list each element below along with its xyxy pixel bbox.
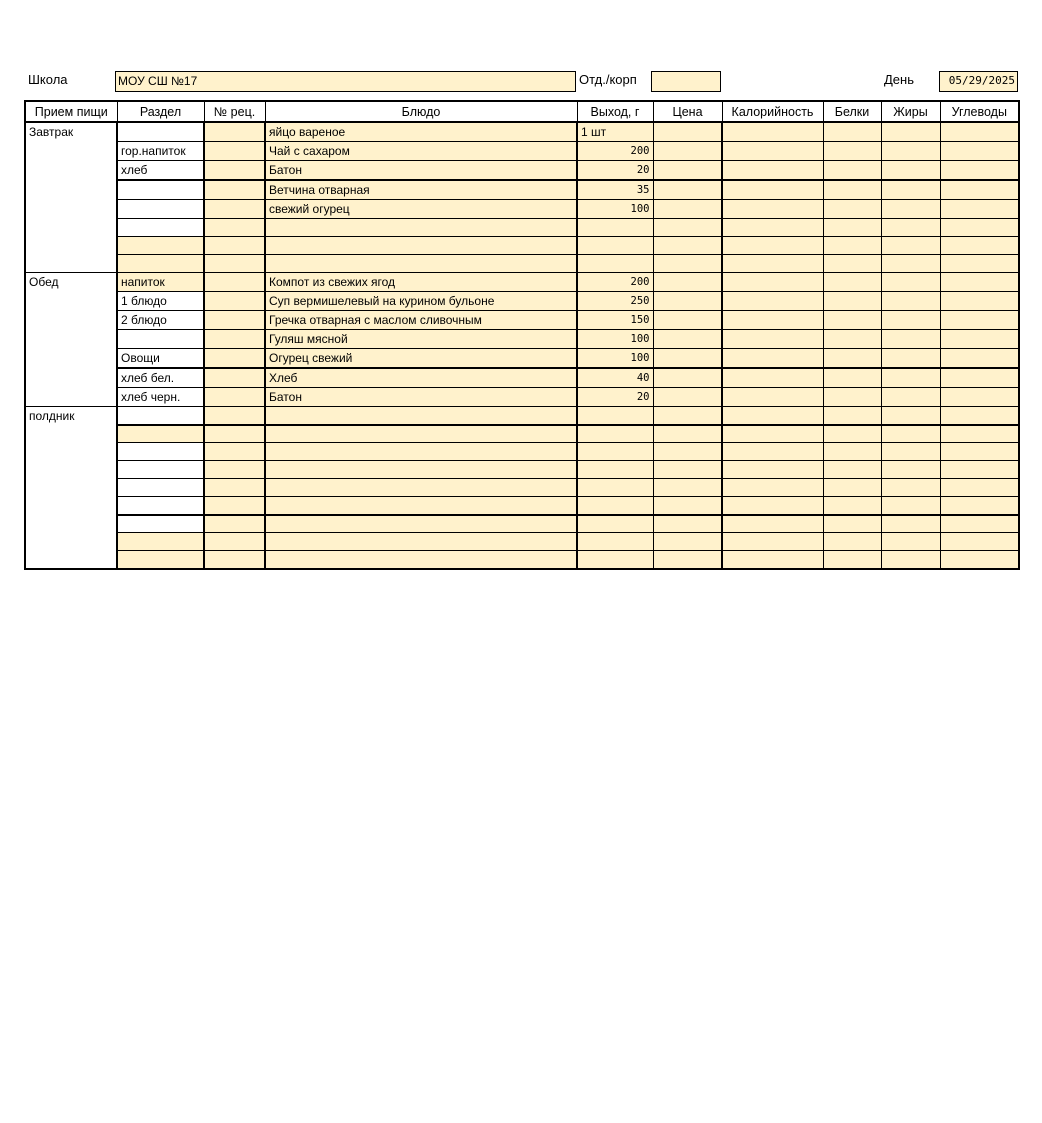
col-header-meal: Прием пищи xyxy=(25,101,117,122)
yield-cell[interactable]: 20 xyxy=(577,161,653,181)
protein-cell[interactable] xyxy=(823,122,881,142)
table-row xyxy=(25,461,1019,479)
yield-cell[interactable]: 1 шт xyxy=(577,122,653,142)
table-row xyxy=(25,425,1019,443)
yield-cell[interactable] xyxy=(577,407,653,425)
dish-cell[interactable] xyxy=(265,461,577,479)
calories-cell[interactable] xyxy=(722,551,823,569)
fat-cell[interactable] xyxy=(881,180,940,200)
carbs-cell[interactable] xyxy=(940,180,1019,200)
col-header-carbs: Углеводы xyxy=(940,101,1019,122)
recipe-cell[interactable] xyxy=(204,349,265,369)
dish-cell[interactable] xyxy=(265,443,577,461)
carbs-cell[interactable] xyxy=(940,311,1019,330)
calories-cell[interactable] xyxy=(722,200,823,219)
meal-name: Завтрак xyxy=(25,122,117,273)
price-cell[interactable] xyxy=(653,219,722,237)
recipe-cell[interactable] xyxy=(204,443,265,461)
section-cell[interactable] xyxy=(117,330,204,349)
price-cell[interactable] xyxy=(653,479,722,497)
dept-field[interactable] xyxy=(651,71,721,92)
calories-cell[interactable] xyxy=(722,349,823,369)
table-row xyxy=(25,180,1019,200)
table-row xyxy=(25,273,1019,292)
table-row xyxy=(25,551,1019,569)
protein-cell[interactable] xyxy=(823,237,881,255)
dish-cell[interactable]: Компот из свежих ягод xyxy=(265,273,577,292)
recipe-cell[interactable] xyxy=(204,533,265,551)
carbs-cell[interactable] xyxy=(940,443,1019,461)
yield-cell[interactable] xyxy=(577,461,653,479)
school-label: Школа xyxy=(28,72,68,87)
recipe-cell[interactable] xyxy=(204,330,265,349)
protein-cell[interactable] xyxy=(823,515,881,533)
price-cell[interactable] xyxy=(653,273,722,292)
price-cell[interactable] xyxy=(653,311,722,330)
table-row xyxy=(25,330,1019,349)
protein-cell[interactable] xyxy=(823,200,881,219)
yield-cell[interactable] xyxy=(577,479,653,497)
carbs-cell[interactable] xyxy=(940,142,1019,161)
yield-cell[interactable] xyxy=(577,219,653,237)
col-header-section: Раздел xyxy=(117,101,204,122)
section-cell[interactable]: напиток xyxy=(117,273,204,292)
calories-cell[interactable] xyxy=(722,219,823,237)
carbs-cell[interactable] xyxy=(940,533,1019,551)
price-cell[interactable] xyxy=(653,533,722,551)
carbs-cell[interactable] xyxy=(940,349,1019,369)
section-cell[interactable] xyxy=(117,497,204,515)
table-row xyxy=(25,407,1019,425)
table-row xyxy=(25,255,1019,273)
fat-cell[interactable] xyxy=(881,349,940,369)
price-cell[interactable] xyxy=(653,292,722,311)
protein-cell[interactable] xyxy=(823,497,881,515)
yield-cell[interactable]: 250 xyxy=(577,292,653,311)
section-cell[interactable] xyxy=(117,255,204,273)
fat-cell[interactable] xyxy=(881,388,940,407)
dept-label: Отд./корп xyxy=(579,72,637,87)
price-cell[interactable] xyxy=(653,180,722,200)
dish-cell[interactable] xyxy=(265,237,577,255)
protein-cell[interactable] xyxy=(823,551,881,569)
section-cell[interactable] xyxy=(117,237,204,255)
col-header-yield: Выход, г xyxy=(577,101,653,122)
calories-cell[interactable] xyxy=(722,142,823,161)
fat-cell[interactable] xyxy=(881,497,940,515)
meal-name: полдник xyxy=(25,407,117,569)
recipe-cell[interactable] xyxy=(204,479,265,497)
section-cell[interactable] xyxy=(117,407,204,425)
protein-cell[interactable] xyxy=(823,142,881,161)
dish-cell[interactable] xyxy=(265,497,577,515)
col-header-fat: Жиры xyxy=(881,101,940,122)
yield-cell[interactable]: 200 xyxy=(577,273,653,292)
recipe-cell[interactable] xyxy=(204,497,265,515)
recipe-cell[interactable] xyxy=(204,200,265,219)
calories-cell[interactable] xyxy=(722,292,823,311)
recipe-cell[interactable] xyxy=(204,551,265,569)
recipe-cell[interactable] xyxy=(204,122,265,142)
fat-cell[interactable] xyxy=(881,219,940,237)
section-cell[interactable] xyxy=(117,551,204,569)
calories-cell[interactable] xyxy=(722,497,823,515)
price-cell[interactable] xyxy=(653,349,722,369)
protein-cell[interactable] xyxy=(823,407,881,425)
protein-cell[interactable] xyxy=(823,219,881,237)
fat-cell[interactable] xyxy=(881,292,940,311)
price-cell[interactable] xyxy=(653,515,722,533)
yield-cell[interactable] xyxy=(577,443,653,461)
dish-cell[interactable]: Батон xyxy=(265,161,577,181)
fat-cell[interactable] xyxy=(881,479,940,497)
fat-cell[interactable] xyxy=(881,551,940,569)
yield-cell[interactable]: 100 xyxy=(577,200,653,219)
menu-table xyxy=(24,100,1020,570)
table-row xyxy=(25,237,1019,255)
carbs-cell[interactable] xyxy=(940,161,1019,181)
calories-cell[interactable] xyxy=(722,237,823,255)
protein-cell[interactable] xyxy=(823,443,881,461)
fat-cell[interactable] xyxy=(881,407,940,425)
recipe-cell[interactable] xyxy=(204,407,265,425)
header-row xyxy=(25,101,1019,122)
school-field[interactable]: МОУ СШ №17 xyxy=(115,71,576,92)
dish-cell[interactable] xyxy=(265,479,577,497)
table-row xyxy=(25,349,1019,369)
calories-cell[interactable] xyxy=(722,255,823,273)
protein-cell[interactable] xyxy=(823,479,881,497)
price-cell[interactable] xyxy=(653,330,722,349)
fat-cell[interactable] xyxy=(881,273,940,292)
dish-cell[interactable]: Ветчина отварная xyxy=(265,180,577,200)
section-cell[interactable] xyxy=(117,479,204,497)
recipe-cell[interactable] xyxy=(204,273,265,292)
dish-cell[interactable] xyxy=(265,551,577,569)
carbs-cell[interactable] xyxy=(940,515,1019,533)
recipe-cell[interactable] xyxy=(204,161,265,181)
table-row xyxy=(25,515,1019,533)
recipe-cell[interactable] xyxy=(204,461,265,479)
carbs-cell[interactable] xyxy=(940,368,1019,388)
fat-cell[interactable] xyxy=(881,122,940,142)
yield-cell[interactable]: 35 xyxy=(577,180,653,200)
price-cell[interactable] xyxy=(653,497,722,515)
yield-cell[interactable] xyxy=(577,255,653,273)
section-cell[interactable]: хлеб черн. xyxy=(117,388,204,407)
section-cell[interactable] xyxy=(117,219,204,237)
price-cell[interactable] xyxy=(653,461,722,479)
protein-cell[interactable] xyxy=(823,461,881,479)
yield-cell[interactable] xyxy=(577,533,653,551)
price-cell[interactable] xyxy=(653,255,722,273)
yield-cell[interactable]: 20 xyxy=(577,388,653,407)
price-cell[interactable] xyxy=(653,443,722,461)
fat-cell[interactable] xyxy=(881,443,940,461)
carbs-cell[interactable] xyxy=(940,388,1019,407)
section-cell[interactable] xyxy=(117,533,204,551)
dish-cell[interactable] xyxy=(265,515,577,533)
protein-cell[interactable] xyxy=(823,161,881,181)
col-header-protein: Белки xyxy=(823,101,881,122)
table-row xyxy=(25,161,1019,181)
section-cell[interactable]: Овощи xyxy=(117,349,204,369)
carbs-cell[interactable] xyxy=(940,219,1019,237)
fat-cell[interactable] xyxy=(881,311,940,330)
recipe-cell[interactable] xyxy=(204,515,265,533)
dish-cell[interactable]: Чай с сахаром xyxy=(265,142,577,161)
protein-cell[interactable] xyxy=(823,273,881,292)
dish-cell[interactable]: Гречка отварная с маслом сливочным xyxy=(265,311,577,330)
protein-cell[interactable] xyxy=(823,349,881,369)
col-header-calories: Калорийность xyxy=(722,101,823,122)
calories-cell[interactable] xyxy=(722,180,823,200)
calories-cell[interactable] xyxy=(722,368,823,388)
calories-cell[interactable] xyxy=(722,461,823,479)
carbs-cell[interactable] xyxy=(940,122,1019,142)
dish-cell[interactable]: яйцо вареное xyxy=(265,122,577,142)
recipe-cell[interactable] xyxy=(204,237,265,255)
price-cell[interactable] xyxy=(653,122,722,142)
dish-cell[interactable]: Батон xyxy=(265,388,577,407)
calories-cell[interactable] xyxy=(722,161,823,181)
section-cell[interactable]: 1 блюдо xyxy=(117,292,204,311)
fat-cell[interactable] xyxy=(881,161,940,181)
protein-cell[interactable] xyxy=(823,255,881,273)
yield-cell[interactable]: 100 xyxy=(577,349,653,369)
table-row xyxy=(25,219,1019,237)
meal-name: Обед xyxy=(25,273,117,407)
table-row xyxy=(25,292,1019,311)
fat-cell[interactable] xyxy=(881,425,940,443)
fat-cell[interactable] xyxy=(881,200,940,219)
table-row xyxy=(25,533,1019,551)
carbs-cell[interactable] xyxy=(940,407,1019,425)
day-field[interactable]: 05/29/2025 xyxy=(939,71,1018,92)
protein-cell[interactable] xyxy=(823,330,881,349)
calories-cell[interactable] xyxy=(722,479,823,497)
recipe-cell[interactable] xyxy=(204,388,265,407)
col-header-price: Цена xyxy=(653,101,722,122)
protein-cell[interactable] xyxy=(823,292,881,311)
calories-cell[interactable] xyxy=(722,407,823,425)
carbs-cell[interactable] xyxy=(940,461,1019,479)
price-cell[interactable] xyxy=(653,200,722,219)
yield-cell[interactable] xyxy=(577,237,653,255)
price-cell[interactable] xyxy=(653,142,722,161)
protein-cell[interactable] xyxy=(823,311,881,330)
section-cell[interactable] xyxy=(117,515,204,533)
recipe-cell[interactable] xyxy=(204,180,265,200)
dish-cell[interactable]: Суп вермишелевый на курином бульоне xyxy=(265,292,577,311)
calories-cell[interactable] xyxy=(722,425,823,443)
dish-cell[interactable] xyxy=(265,255,577,273)
calories-cell[interactable] xyxy=(722,273,823,292)
protein-cell[interactable] xyxy=(823,425,881,443)
price-cell[interactable] xyxy=(653,425,722,443)
fat-cell[interactable] xyxy=(881,255,940,273)
table-row xyxy=(25,368,1019,388)
protein-cell[interactable] xyxy=(823,533,881,551)
calories-cell[interactable] xyxy=(722,122,823,142)
calories-cell[interactable] xyxy=(722,533,823,551)
section-cell[interactable] xyxy=(117,461,204,479)
protein-cell[interactable] xyxy=(823,388,881,407)
fat-cell[interactable] xyxy=(881,368,940,388)
carbs-cell[interactable] xyxy=(940,255,1019,273)
fat-cell[interactable] xyxy=(881,515,940,533)
dish-cell[interactable]: Гуляш мясной xyxy=(265,330,577,349)
fat-cell[interactable] xyxy=(881,237,940,255)
yield-cell[interactable]: 200 xyxy=(577,142,653,161)
recipe-cell[interactable] xyxy=(204,219,265,237)
col-header-dish: Блюдо xyxy=(265,101,577,122)
table-row xyxy=(25,311,1019,330)
carbs-cell[interactable] xyxy=(940,273,1019,292)
col-header-recipe: № рец. xyxy=(204,101,265,122)
section-cell[interactable]: хлеб xyxy=(117,161,204,181)
calories-cell[interactable] xyxy=(722,311,823,330)
section-cell[interactable]: хлеб бел. xyxy=(117,368,204,388)
section-cell[interactable]: 2 блюдо xyxy=(117,311,204,330)
table-row xyxy=(25,200,1019,219)
price-cell[interactable] xyxy=(653,237,722,255)
recipe-cell[interactable] xyxy=(204,311,265,330)
table-row xyxy=(25,479,1019,497)
section-cell[interactable]: гор.напиток xyxy=(117,142,204,161)
yield-cell[interactable] xyxy=(577,515,653,533)
table-row xyxy=(25,388,1019,407)
recipe-cell[interactable] xyxy=(204,142,265,161)
yield-cell[interactable] xyxy=(577,551,653,569)
price-cell[interactable] xyxy=(653,368,722,388)
carbs-cell[interactable] xyxy=(940,479,1019,497)
recipe-cell[interactable] xyxy=(204,255,265,273)
dish-cell[interactable] xyxy=(265,425,577,443)
dish-cell[interactable] xyxy=(265,533,577,551)
section-cell[interactable] xyxy=(117,180,204,200)
fat-cell[interactable] xyxy=(881,533,940,551)
price-cell[interactable] xyxy=(653,407,722,425)
dish-cell[interactable] xyxy=(265,407,577,425)
fat-cell[interactable] xyxy=(881,461,940,479)
carbs-cell[interactable] xyxy=(940,200,1019,219)
dish-cell[interactable]: Огурец свежий xyxy=(265,349,577,369)
protein-cell[interactable] xyxy=(823,180,881,200)
calories-cell[interactable] xyxy=(722,388,823,407)
section-cell[interactable] xyxy=(117,200,204,219)
yield-cell[interactable]: 40 xyxy=(577,368,653,388)
carbs-cell[interactable] xyxy=(940,292,1019,311)
calories-cell[interactable] xyxy=(722,515,823,533)
carbs-cell[interactable] xyxy=(940,497,1019,515)
day-label: День xyxy=(884,72,914,87)
calories-cell[interactable] xyxy=(722,330,823,349)
fat-cell[interactable] xyxy=(881,330,940,349)
recipe-cell[interactable] xyxy=(204,292,265,311)
dish-cell[interactable] xyxy=(265,219,577,237)
price-cell[interactable] xyxy=(653,388,722,407)
table-row xyxy=(25,142,1019,161)
yield-cell[interactable]: 100 xyxy=(577,330,653,349)
section-cell[interactable] xyxy=(117,443,204,461)
carbs-cell[interactable] xyxy=(940,425,1019,443)
section-cell[interactable] xyxy=(117,425,204,443)
carbs-cell[interactable] xyxy=(940,551,1019,569)
table-row xyxy=(25,443,1019,461)
carbs-cell[interactable] xyxy=(940,330,1019,349)
calories-cell[interactable] xyxy=(722,443,823,461)
yield-cell[interactable]: 150 xyxy=(577,311,653,330)
dish-cell[interactable]: свежий огурец xyxy=(265,200,577,219)
price-cell[interactable] xyxy=(653,161,722,181)
price-cell[interactable] xyxy=(653,551,722,569)
table-row xyxy=(25,122,1019,142)
yield-cell[interactable] xyxy=(577,425,653,443)
carbs-cell[interactable] xyxy=(940,237,1019,255)
fat-cell[interactable] xyxy=(881,142,940,161)
protein-cell[interactable] xyxy=(823,368,881,388)
recipe-cell[interactable] xyxy=(204,425,265,443)
dish-cell[interactable]: Хлеб xyxy=(265,368,577,388)
table-row xyxy=(25,497,1019,515)
yield-cell[interactable] xyxy=(577,497,653,515)
recipe-cell[interactable] xyxy=(204,368,265,388)
section-cell[interactable] xyxy=(117,122,204,142)
